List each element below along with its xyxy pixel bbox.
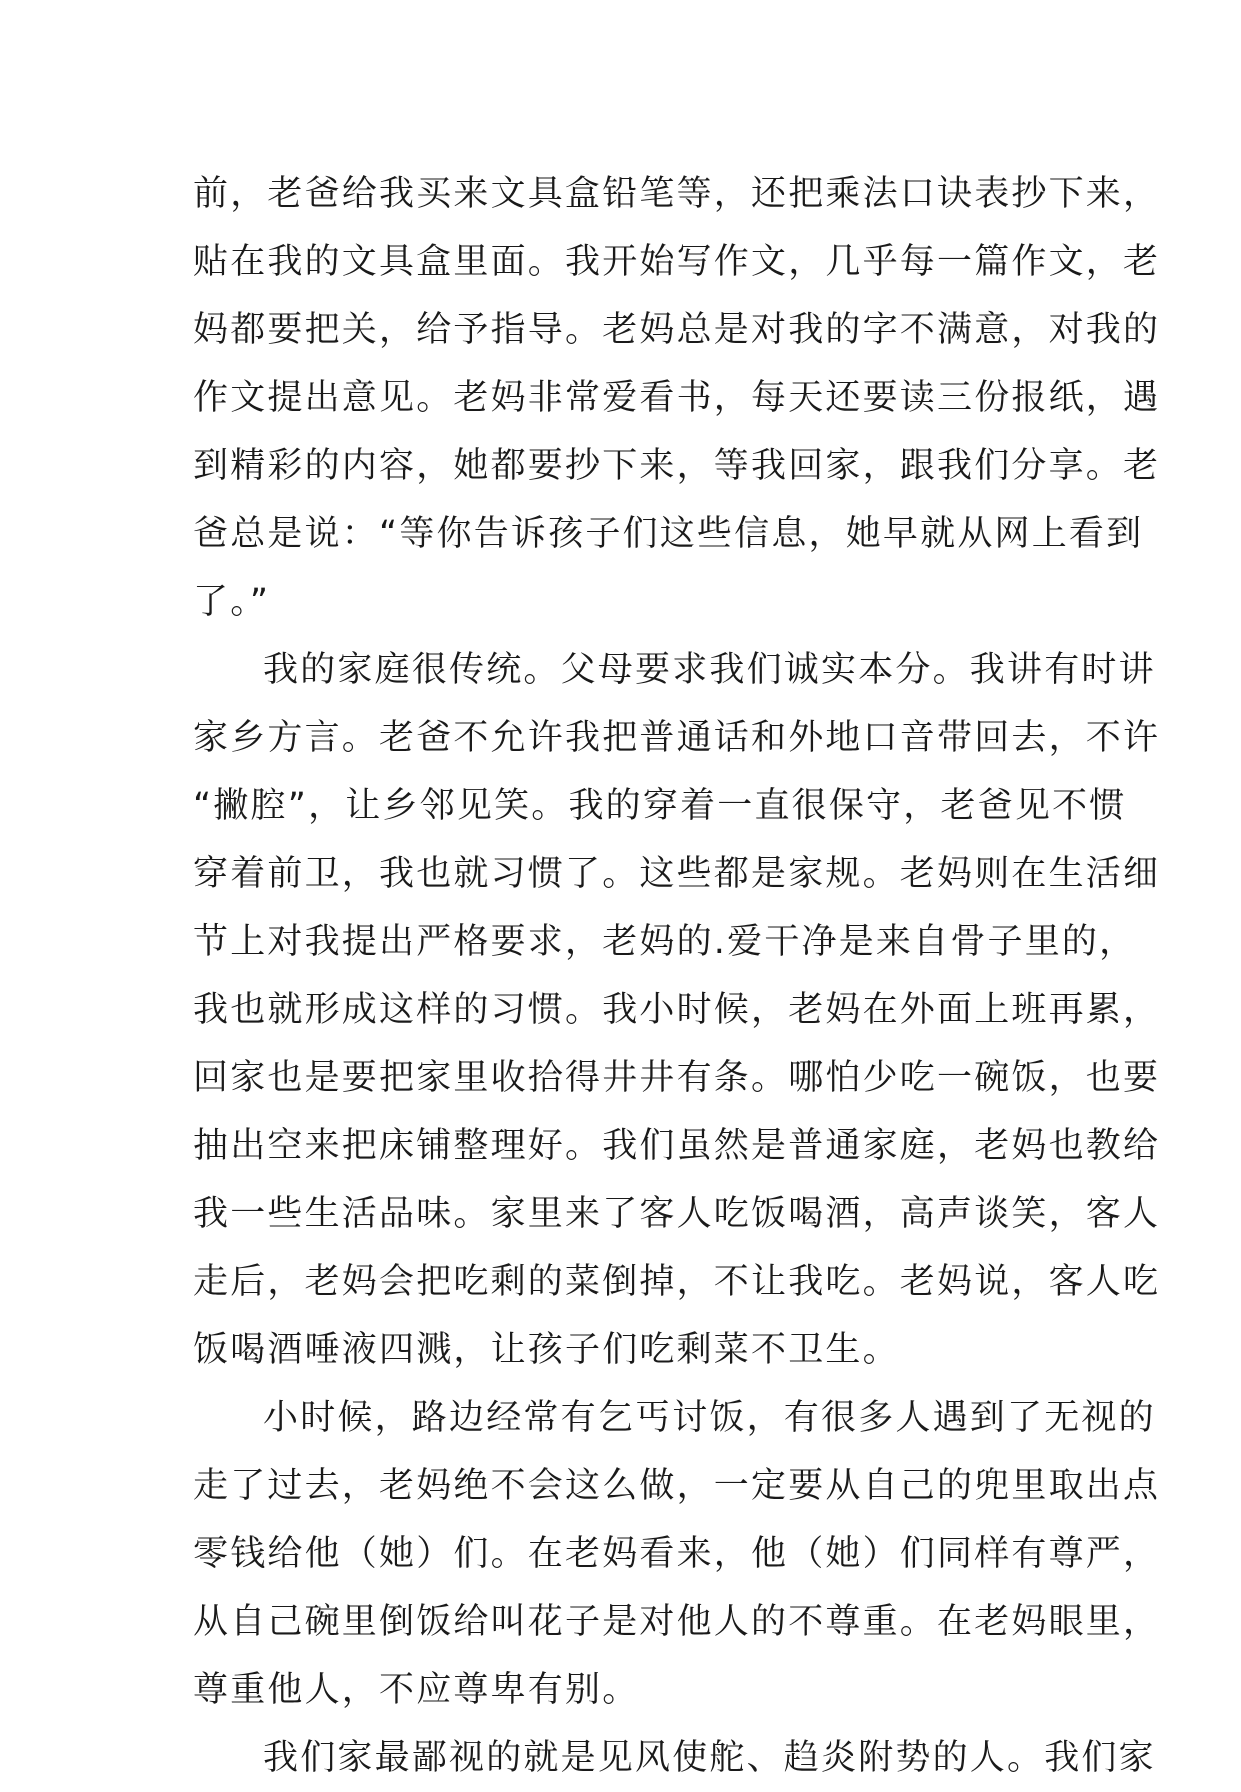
text-line: 家乡方言。老爸不允许我把普通话和外地口音带回去，不许 [193, 718, 1161, 758]
text-line: 从自己碗里倒饭给叫花子是对他人的不尊重。在老妈眼里， [193, 1602, 1161, 1642]
text-line: 爸总是说：“等你告诉孩子们这些信息，她早就从网上看到 [193, 514, 1144, 554]
text-line: 我也就形成这样的习惯。我小时候，老妈在外面上班再累， [193, 990, 1161, 1030]
text-line: 回家也是要把家里收拾得井井有条。哪怕少吃一碗饭，也要 [193, 1058, 1161, 1098]
text-line: 妈都要把关，给予指导。老妈总是对我的字不满意，对我的 [193, 310, 1161, 350]
text-line: 前，老爸给我买来文具盒铅笔等，还把乘法口诀表抄下来， [193, 174, 1161, 214]
text-line: 尊重他人，不应尊卑有别。 [193, 1670, 640, 1710]
text-line: 了。” [193, 582, 271, 622]
text-line: 到精彩的内容，她都要抄下来，等我回家，跟我们分享。老 [193, 446, 1161, 486]
text-line: 小时候，路边经常有乞丐讨饭，有很多人遇到了无视的 [263, 1398, 1156, 1438]
text-line: 节上对我提出严格要求，老妈的.爱干净是来自骨子里的， [193, 922, 1137, 962]
text-line: 走后，老妈会把吃剩的菜倒掉，不让我吃。老妈说，客人吃 [193, 1262, 1161, 1302]
body-text [193, 160, 1161, 1792]
text-line: 我一些生活品味。家里来了客人吃饭喝酒，高声谈笑，客人 [193, 1194, 1161, 1234]
text-line: 走了过去，老妈绝不会这么做，一定要从自己的兜里取出点 [193, 1466, 1161, 1506]
text-line: 穿着前卫，我也就习惯了。这些都是家规。老妈则在生活细 [193, 854, 1161, 894]
text-line: 抽出空来把床铺整理好。我们虽然是普通家庭，老妈也教给 [193, 1126, 1161, 1166]
text-line: 我的家庭很传统。父母要求我们诚实本分。我讲有时讲 [263, 650, 1156, 690]
text-line: 我们家最鄙视的就是见风使舵、趋炎附势的人。我们家 [263, 1738, 1156, 1778]
text-line: 作文提出意见。老妈非常爱看书，每天还要读三份报纸，遇 [193, 378, 1161, 418]
text-line: 零钱给他（她）们。在老妈看来，他（她）们同样有尊严， [193, 1534, 1161, 1574]
text-line: 饭喝酒唾液四溅，让孩子们吃剩菜不卫生。 [193, 1330, 900, 1370]
text-line: “撇腔”，让乡邻见笑。我的穿着一直很保守，老爸见不惯 [193, 786, 1127, 826]
text-line: 贴在我的文具盒里面。我开始写作文，几乎每一篇作文，老 [193, 242, 1161, 282]
